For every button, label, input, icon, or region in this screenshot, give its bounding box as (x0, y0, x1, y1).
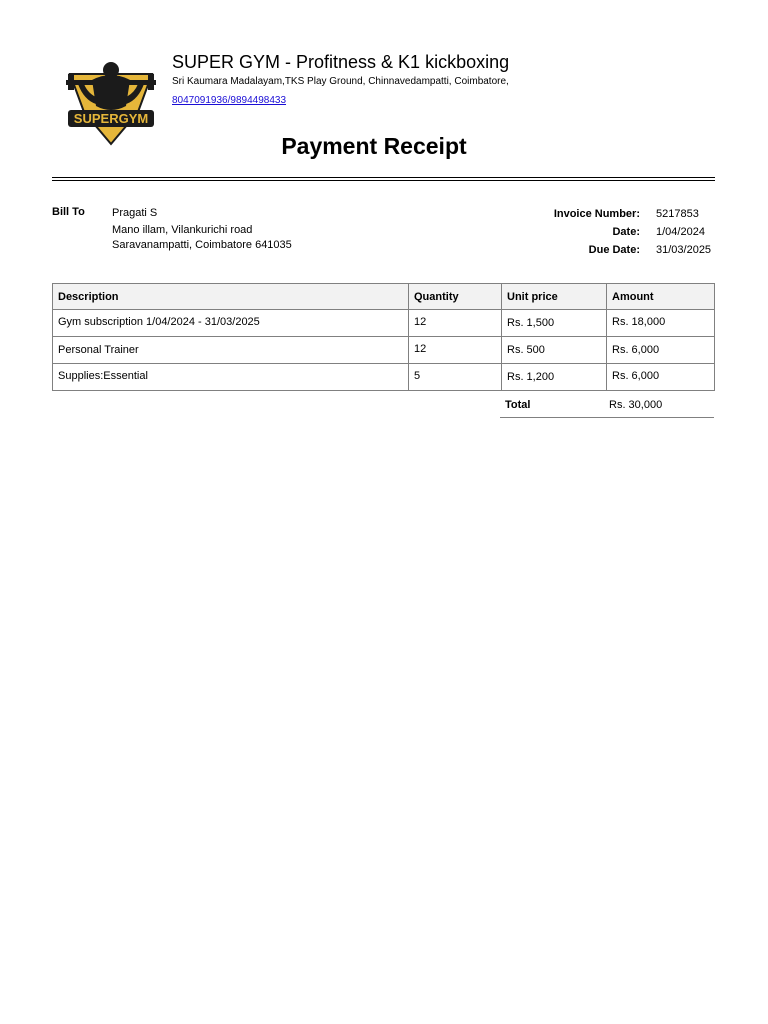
invoice-labels (500, 205, 640, 259)
gym-name: SUPER GYM - Profitness & K1 kickboxing (172, 52, 510, 72)
row-description: Gym subscription 1/04/2024 - 31/03/2025 (53, 310, 409, 337)
table-row (53, 364, 715, 391)
header-description: Description (53, 284, 409, 310)
row-description: Personal Trainer (53, 337, 409, 364)
page-title: Payment Receipt (281, 133, 467, 159)
bill-to-block (112, 206, 292, 253)
row-unit-price: Rs. 500 (502, 337, 607, 364)
row-quantity: 5 (409, 364, 502, 391)
logo-wordmark: SUPERGYM (73, 111, 149, 126)
date-label: Date: (612, 226, 640, 238)
bill-to-label: Bill To (52, 206, 85, 218)
header-amount: Amount (607, 284, 715, 310)
due-date-label: Due Date: (588, 244, 640, 256)
divider-bottom (52, 180, 715, 181)
row-quantity: 12 (409, 310, 502, 337)
phone-link[interactable]: 8047091936/9894498433 (172, 95, 287, 106)
invoice-number-label: Invoice Number: (553, 208, 640, 220)
customer-name: Pragati S (112, 207, 158, 219)
customer-address-line2: Saravanampatti, Coimbatore 641035 (112, 239, 292, 251)
invoice-date: 1/04/2024 (656, 226, 705, 238)
row-amount: Rs. 6,000 (607, 337, 715, 364)
row-quantity: 12 (409, 337, 502, 364)
table-row (53, 337, 715, 364)
gym-address: Sri Kaumara Madalayam,TKS Play Ground, Chinnavedampatti, Coimbatore, (172, 76, 509, 87)
invoice-due-date: 31/03/2025 (656, 244, 712, 256)
row-amount: Rs. 6,000 (607, 364, 715, 391)
header-quantity: Quantity (409, 284, 502, 310)
total-row (500, 392, 714, 418)
invoice-values (656, 205, 711, 259)
total-value: Rs. 30,000 (609, 399, 663, 411)
items-table (52, 283, 715, 391)
table-header-row (53, 284, 715, 310)
row-amount: Rs. 18,000 (607, 310, 715, 337)
divider-top (52, 177, 715, 178)
customer-address-line1: Mano illam, Vilankurichi road (112, 224, 253, 236)
total-label: Total (505, 399, 531, 411)
row-unit-price: Rs. 1,500 (502, 310, 607, 337)
row-unit-price: Rs. 1,200 (502, 364, 607, 391)
header-unit-price: Unit price (502, 284, 607, 310)
row-description: Supplies:Essential (53, 364, 409, 391)
table-row (53, 310, 715, 337)
invoice-number: 5217853 (656, 208, 699, 220)
